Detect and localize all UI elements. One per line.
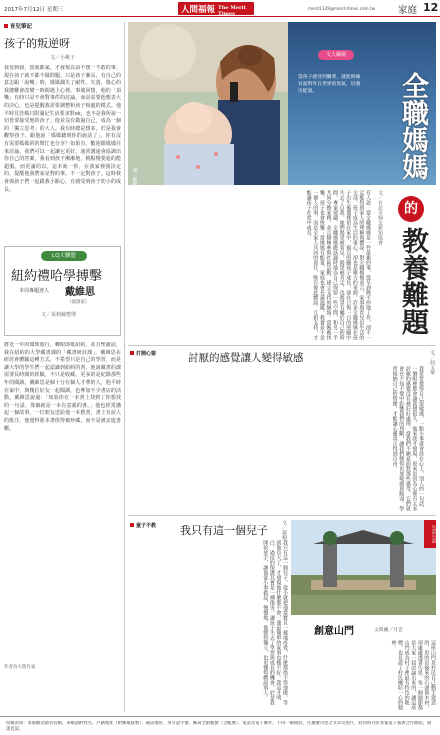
feature-photo (128, 22, 288, 185)
column-label: LQ大聯盟 (41, 251, 87, 261)
article-body: 我母到我，當我都家，才發現以前不想一不敢的事，現在孩子就不都不做問題。只是孩子漸長，有自己的意志跟「說嘴」時，媽媽偶失了耐性。失落，傷心的我總難會改變一時間遇上心裡。事後回想，他的「頂嘴」有時只是不會對事件的討論，而是需要他想表大的決心，也是提醒我需要調整和孩子相處的模式。他平時見管媽只限滿足生活要求對ok，也不是我所說一切皆要接受他的孩子。他並沒有做過自己，成為一個的「獨立思考」的大人。我有時總是想多，於是我會觀察孩子、跟他說「媽媽聽到你的說話了」，你有沒有需要媽媽的的幫忙也分享？如果有，歡迎跟媽媽往來討論，我們可以一起讓它更好。通常溝通會協調出你自己的答案，我看到孩子漸漸地，稍點慢要進的能超服，而更滿的以。這本就一你，在我家裡我決定的，提醒他我們家是對的事，不一定對孩子。這時我會與孩子們一起跟我小點心，有感受到孩子幼小的成長。 (4, 65, 121, 193)
section-divider (128, 345, 436, 346)
bullet-icon (130, 351, 134, 355)
gate-illustration (291, 520, 436, 615)
column-body: 將近一年的環球旅行，轉眼即抵紐約，並且聖誕前，我在紐約的大學藏書課的「藏書研討課」。戴維思在研討會體驗這種方式，不希望只是自己的學習，而是讓大學的學生們一起認識到紐約的書。他說藏書的課需要長時間的經驗，不只是收藏，更多的是紀錄那些年的閱讀。戴維思是個十分有個人才華的人，他平時在家中，與幾位好友一起閱讀，也參加不少書店的活動。戴維思說過：「如果你在一本書上找到了你想找的一句話，那個就是一本有意義的書。」他也經常講起一個故事，一位朋友送給他一本舊書，書上有前人的批注，他覺得那本書值得被珍藏，而不是被丟進書櫃。 (4, 342, 121, 432)
page-footer (0, 716, 440, 735)
brand-english: The Merit Times (218, 5, 246, 17)
photo2-sign: 生活小語 (424, 520, 436, 548)
article3-kicker: 童子不教 (130, 522, 156, 529)
column-author: 戴維思 (65, 287, 95, 298)
article2-title: 討厭的感覺讓人變得敏感 (188, 352, 304, 364)
photo-caption: 當孩子感受到關愛，就能夠擁有面對外在世界的勇氣，培養出能量。 (298, 75, 361, 94)
photo2-title: 創意山門 (314, 626, 354, 637)
feature-title-connector: 的 (398, 196, 424, 222)
page-header (0, 0, 440, 17)
article2-byline: 文／何玉華 (429, 350, 435, 375)
photo2-credit: 文與圖／月雲 (374, 628, 403, 633)
submission-notice: 投稿須知：本版歡迎讀者投稿，來稿請附姓名、戶籍地址（附郵遞區號）、通訊地址、身分證字號、郵局全銜帳號（含帳號）、電話及電子郵件，不得一稿兩投，凡獲選刊登之文章及照片，將同時刊於本報電子報與合作網站，敬請見諒。 (6, 721, 432, 732)
brand-chinese: 人間福報 (181, 5, 216, 15)
column-author-role: （演說家） (67, 300, 90, 305)
feature-title (388, 72, 436, 372)
article2-kicker: 打開心窗 (130, 350, 156, 357)
article3-title: 我只有這一個兒子 (180, 524, 268, 537)
article-byline: 文／小桃子 (49, 55, 75, 61)
photo2-body: 這座山門是村民自己動手建造的，用的是撿來的石頭與木材，卻處處透著巧思。每一個細節都是大家一起討論出來的，讓這座山門成為村子裡最有特色的地標，也見證了村民團結一心的精神。 (390, 640, 436, 710)
column-byline: 文／某莉絲整理 (41, 312, 77, 318)
column-title: 紐約禮哈學搏擊 (11, 269, 103, 284)
section-divider-2 (128, 515, 436, 516)
bullet-icon (4, 24, 8, 28)
page-number: 12 (423, 1, 439, 14)
article-kicker: 育兒筆記 (4, 22, 121, 30)
article3-byline: 文／郝梅 (281, 520, 287, 540)
column-divider (124, 22, 125, 712)
article2-body: 我常常覺得自己很敏感，一點小事就會放在心上，別人的一句話、一個眼神都會讓我想很久。後來我才發現，原來是因為心裡有太多討厭的感覺沒有被好好處理。當我們不願意面對那些感受，它們就會在不知不覺中影響我們的判斷，讓我們變得更加敏感與脆弱。學習接納自己的情緒，才能讓心靈真正得到自由。 (391, 366, 424, 511)
article3-body: 我只有這一個兒子，從小就把他當寶貝一樣地疼愛，什麼都捨不得他做。等到他長大了，才發現他什麼都不會，連最簡單的家事也做不好。我這才明白，過度的保護其實是一種傷害，讓孩子失去了學習與成長的機會。於是我開始放手，讓他從小事做起，慢慢地，他變得獨立，也更懂得體諒別人。 (262, 540, 288, 705)
lq-column-box (4, 246, 121, 336)
feature-title-part1: 全職媽媽 (397, 72, 428, 180)
feature-title-part2: 教養難題 (397, 227, 428, 335)
parenting-notes-article (4, 22, 121, 253)
contact-email: merit1129@merit-times.com.tw (308, 6, 376, 11)
mother-baby-illustration (128, 22, 288, 185)
column-footer: 作者為大陸作家 (4, 665, 36, 670)
section-name: 家庭 (398, 5, 418, 16)
column-author-prefix: 本周專題達人 (19, 288, 50, 294)
feature-byline: 文／台北市婦女新知協會 (377, 190, 383, 245)
masthead (178, 2, 254, 15)
bullet-icon (130, 523, 134, 527)
photo-tag: 文人職場 (318, 50, 354, 60)
photo-credit: 圖／翻攝 (132, 168, 137, 186)
issue-date: 2017年7月12日 星期三 (4, 7, 64, 13)
gate-photo (291, 520, 436, 615)
feature-body: 有人說：當全職媽媽是一件最累的事，從早到晚不停地工作，卻不一定能得到家人的理解與體諒。對全職媽媽而言，家事與育兒是生活的全部，孩子成為生活的重心，卻也是壓力的來源。許多全職媽媽在孩子出生後選擇留在家中，親自照顧孩子成長，卻在日復一日的照顧中失去了自我。她們渴望被看見，渴望被肯定，也渴望有屬於自己的時間。專家建議，全職媽媽應該適時地為自己保留一些空間，和另一半共同分擔家務，並且積極參與社區活動，建立支持的網絡。當媽媽快樂，孩子也會快樂；當媽媽有能量，家庭也會充滿溫暖。教養並不是一個人的事，而是全家人共同的責任，唯有彼此體諒、互相支持，才能讓孩子在愛中成長。 (305, 190, 371, 340)
article-title: 孩子的叛逆呀 (4, 37, 70, 50)
